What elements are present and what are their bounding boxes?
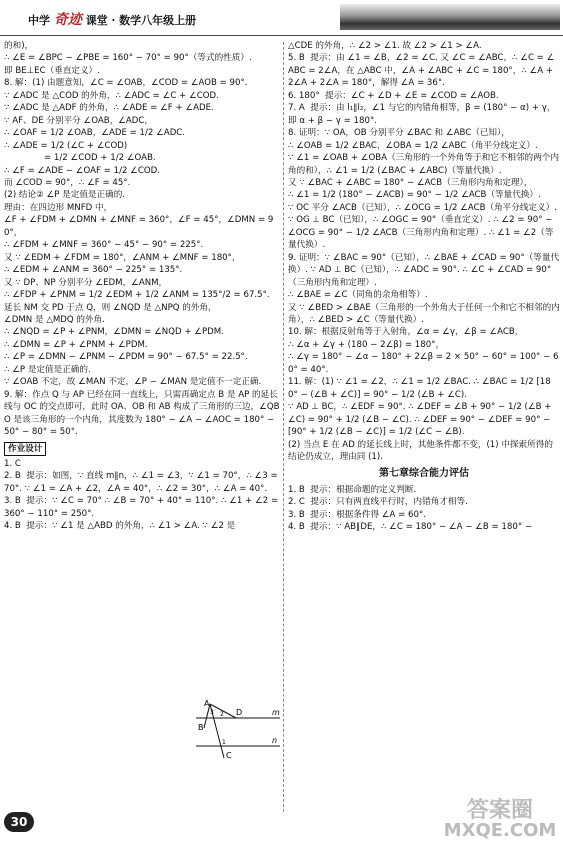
left-text-line: 理由：在四边形 MNFD 中， <box>4 202 113 213</box>
header-brand: 奇迹 <box>53 12 82 28</box>
right-text-line: 11. 解：(1) ∵ ∠1 = ∠2，∴ ∠1 = 1/2 ∠BAC. ∴ ∠BAC = 1/2 [180° − (∠B + ∠C)] = 90° − 1/2 (∠B + ∠C). <box>288 377 551 400</box>
right-text-line: ∵ OG ⊥ BC（已知），∴ ∠OGC = 90°（垂直定义）. ∴ ∠2 = 90° − ∠OCG = 90° − 1/2 ∠ACB（三角形内角和定理）. ∴ ∠1 = ∠2（等量代换）. <box>288 215 556 251</box>
left-text-line: 延长 NM 交 PD 于点 Q，则 ∠NQD 是 △NPQ 的外角， <box>4 302 217 313</box>
watermark <box>440 800 560 846</box>
left-text-line: ∴ ∠OAF = 1/2 ∠OAB，∠ADE = 1/2 ∠ADC. <box>4 128 186 139</box>
header-photo-banner <box>340 4 560 30</box>
header-title <box>28 10 196 30</box>
right-text-line: (2) 当点 E 在 AD 的延长线上时，其他条件都不变，(1) 中探索所得的结论仍成立，理由同 (1). <box>288 439 553 462</box>
right-text-line: 又 ∵ ∠BAC + ∠ABC = 180° − ∠ACB（三角形内角和定理）， <box>288 177 533 188</box>
left-text-line: ∠DMN 是 △MDQ 的外角. <box>4 314 105 325</box>
right-text-line: ∴ ∠γ = 180° − ∠α − 180° + 2∠β = 2 × 50° − 60° = 100° − 60° = 40°. <box>288 352 559 375</box>
figure-label-2: 2 <box>220 711 224 718</box>
watermark-url: MXQE.COM <box>443 820 557 841</box>
left-text-line: 4. B 提示：∵ ∠1 是 △ABD 的外角，∴ ∠1 > ∠A. ∵ ∠2 是 <box>4 521 236 532</box>
left-text-line: ∴ ∠P = ∠DMN − ∠PNM − ∠PDM = 90° − 67.5° = 22.5°. <box>4 352 248 363</box>
right-text-line: 7. A 提示：由 l₁∥l₂，∠1 与它的内错角相等，β = (180° − α) + γ，即 α + β − γ = 180°. <box>288 103 556 126</box>
left-text-line: ∴ ∠NQD = ∠P + ∠PNM，∠DMN = ∠NQD + ∠PDM. <box>4 327 224 338</box>
right-text-line: ∵ ∠1 = ∠OAB + ∠OBA（三角形的一个外角等于和它不相邻的两个内角的和），∴ ∠1 = 1/2 (∠BAC + ∠ABC)（等量代换）. <box>288 153 559 176</box>
figure-label-3: 3 <box>210 709 214 716</box>
right-text-line: 4. B 提示：∵ AB∥DE，∴ ∠C = 180° − ∠A − ∠B = 180° − <box>288 522 533 533</box>
left-column <box>4 40 280 810</box>
figure-label-n: n <box>272 736 278 745</box>
right-text-line: 3. B 提示：根据条件得 ∠A = 60°. <box>288 509 426 520</box>
left-text-line: 8. 解：(1) 由题意知，∠C = ∠OAB，∠COD = ∠AOB = 90°. <box>4 78 248 89</box>
left-text-line: 又 ∵ DP、NP 分别平分 ∠EDM，∠ANM， <box>4 277 168 288</box>
left-text-line: ∴ ∠ADE = 1/2 (∠C + ∠COD) <box>4 140 128 151</box>
figure-label-c: C <box>226 751 232 760</box>
section-title-chapter-review: 第七章综合能力评估 <box>379 468 469 480</box>
column-divider <box>283 42 284 812</box>
figure-label-m: m <box>272 708 280 717</box>
left-text-line: ∵ ∠ADC 是 △ADF 的外角，∴ ∠ADE = ∠F + ∠ADE. <box>4 103 214 114</box>
left-text-line: 3. B 提示：∵ ∠C = 70° ∴ ∠B = 70° + 40° = 110°. ∴ ∠1 + ∠2 = 360° − 110° = 250°. <box>4 496 281 519</box>
header-title-suffix: 课堂 · 数学八年级上册 <box>85 14 197 27</box>
right-text-line: 1. B 提示：根据命题的定义判断. <box>288 484 417 495</box>
right-text-line: ∵ OC 平分 ∠ACB（已知），∴ ∠OCG = 1/2 ∠ACB（角平分线定义）. <box>288 202 557 213</box>
right-text-line: 9. 证明：∵ ∠BAC = 90°（已知），∴ ∠BAE + ∠CAD = 90°（等量代换）. ∵ AD ⊥ BC（已知），∴ ∠ADC = 90°. ∴ ∠C + ∠CAD = 90°（三角形内角和定理）. <box>288 252 560 288</box>
geometry-figure <box>196 700 280 760</box>
right-text-line: 8. 证明：∵ OA，OB 分别平分 ∠BAC 和 ∠ABC（已知）， <box>288 128 510 139</box>
left-text-line: ∴ ∠FDM + ∠MNF = 360° − 45° − 90° = 225°. <box>4 240 204 251</box>
left-text-line: 而 ∠COD = 90°，∴ ∠F = 45°. <box>4 177 131 188</box>
right-text-line: ∴ ∠OAB = 1/2 ∠BAC，∠OBA = 1/2 ∠ABC（角平分线定义）. <box>288 140 538 151</box>
left-text-line: 2. B 提示：如图，∵ 直线 m∥n，∴ ∠1 = ∠3，∵ ∠1 = 70°，∴ ∠3 = 70°. ∵ ∠1 = ∠A + ∠2，∠A = 40°，∴ ∠2 = 30°，∴ ∠A = 40°. <box>4 471 281 494</box>
figure-label-1: 1 <box>222 739 226 746</box>
left-text-line: 即 BE⊥EC（垂直定义）. <box>4 65 100 76</box>
right-text-line: ∵ AD ⊥ BC，∴ ∠EDF = 90°. ∴ ∠DEF = ∠B + 90° − 1/2 (∠B + ∠C) = 90° + 1/2 (∠B − ∠C). ∴ ∠DEF = 90° − ∠DEF = 90° − [90° + 1/2 (∠B − ∠C)] = 1/2 (∠C − ∠B). <box>288 402 555 438</box>
right-text-line: ∴ ∠1 = 1/2 (180° − ∠ACB) = 90° − 1/2 ∠ACB（等量代换）. <box>288 190 541 201</box>
left-text-line: 9. 解：作点 Q 与 AP 已经在同一直线上，只需再确定点 B 是 AP 的延长线与 OC 的交点即可，此时 OA、OB 和 AB 构成了三角形的三边，∠QBO 是该三角形的一个内角，其度数为 180° − ∠A − ∠AOC = 180° − 50° − 80° = 50°. <box>4 389 280 438</box>
left-text-line: ∠F + ∠FDM + ∠DMN + ∠MNF = 360°，∠F = 45°，∠DMN = 90°， <box>4 215 274 238</box>
right-text-line: ∴ ∠α + ∠γ + (180 − 2∠β) = 180°， <box>288 339 445 350</box>
figure-label-a: A <box>204 699 210 708</box>
left-text-line: ∴ ∠F = ∠ADE − ∠OAF = 1/2 ∠COD. <box>4 165 160 176</box>
left-text-line: ∴ ∠EDM + ∠ANM = 360° − 225° = 135°. <box>4 265 183 276</box>
left-text-line: ∴ ∠DMN = ∠P + ∠PNM + ∠PDM. <box>4 339 148 350</box>
left-text-line: 的和)， <box>4 41 34 51</box>
right-text-line: △CDE 的外角，∴ ∠2 > ∠1. 故 ∠2 > ∠1 > ∠A. <box>288 41 482 51</box>
right-text-line: 10. 解：根据反射角等于入射角，∠α = ∠γ，∠β = ∠ACB， <box>288 327 524 338</box>
right-text-line: 又 ∵ ∠BED > ∠BAE（三角形的一个外角大于任何一个和它不相邻的内角），∴ ∠BED > ∠C（等量代换）. <box>288 302 560 325</box>
section-label-homework: 作业设计 <box>4 442 46 456</box>
left-text-line: ∴ ∠E = ∠BPC − ∠PBE = 160° − 70° = 90°（等式的性质）. <box>4 53 252 64</box>
right-text-line: ∴ ∠BAE = ∠C（同角的余角相等）. <box>288 290 428 301</box>
left-text-line: 1. C <box>4 458 21 469</box>
left-text-line: ∴ ∠FDP + ∠PNM = 1/2 ∠EDM + 1/2 ∠ANM = 135°/2 = 67.5°. <box>4 290 270 301</box>
page-header <box>0 0 563 36</box>
left-text-line: ∵ ∠OAB 不定，故 ∠MAN 不定，∠P − ∠MAN 是定值不一定正确. <box>4 377 262 388</box>
figure-label-d: D <box>236 708 243 717</box>
left-text-line: 又 ∵ ∠EDM + ∠FDM = 180°，∠ANM + ∠MNF = 180°， <box>4 252 241 263</box>
watermark-logo: 答案圈 <box>466 798 533 823</box>
left-text-line: ∵ AF、DE 分别平分 ∠OAB，∠ADC， <box>4 115 153 126</box>
left-text-line: ∴ ∠P 是定值是正确的. <box>4 364 91 375</box>
right-text-line: 6. 180° 提示：∠C + ∠D + ∠E = ∠COD = ∠AOB. <box>288 90 499 101</box>
right-text-line: 2. C 提示：只有两直线平行时，内错角才相等. <box>288 497 468 508</box>
left-text-line: (2) 结论② ∠P 是定值是正确的. <box>4 190 126 201</box>
header-title-prefix: 中学 <box>28 14 50 27</box>
left-text-line: = 1/2 ∠COD + 1/2 ∠OAB. <box>44 153 156 164</box>
page-number: 30 <box>4 812 34 832</box>
right-column <box>288 40 560 810</box>
right-text-line: 5. B 提示：由 ∠1 = ∠B，∠2 = ∠C. 又 ∠C = ∠ABC，∴ ∠C = ∠ABC = 2∠A，在 △ABC 中，∠A + ∠ABC + ∠C = 180°，∴ ∠A + 2∠A + 2∠A = 180°，解得 ∠A = 36°. <box>288 53 556 89</box>
left-text-line: ∵ ∠ADC 是 △COD 的外角，∴ ∠ADC = ∠C + ∠COD. <box>4 90 219 101</box>
figure-label-b: B <box>198 723 204 732</box>
